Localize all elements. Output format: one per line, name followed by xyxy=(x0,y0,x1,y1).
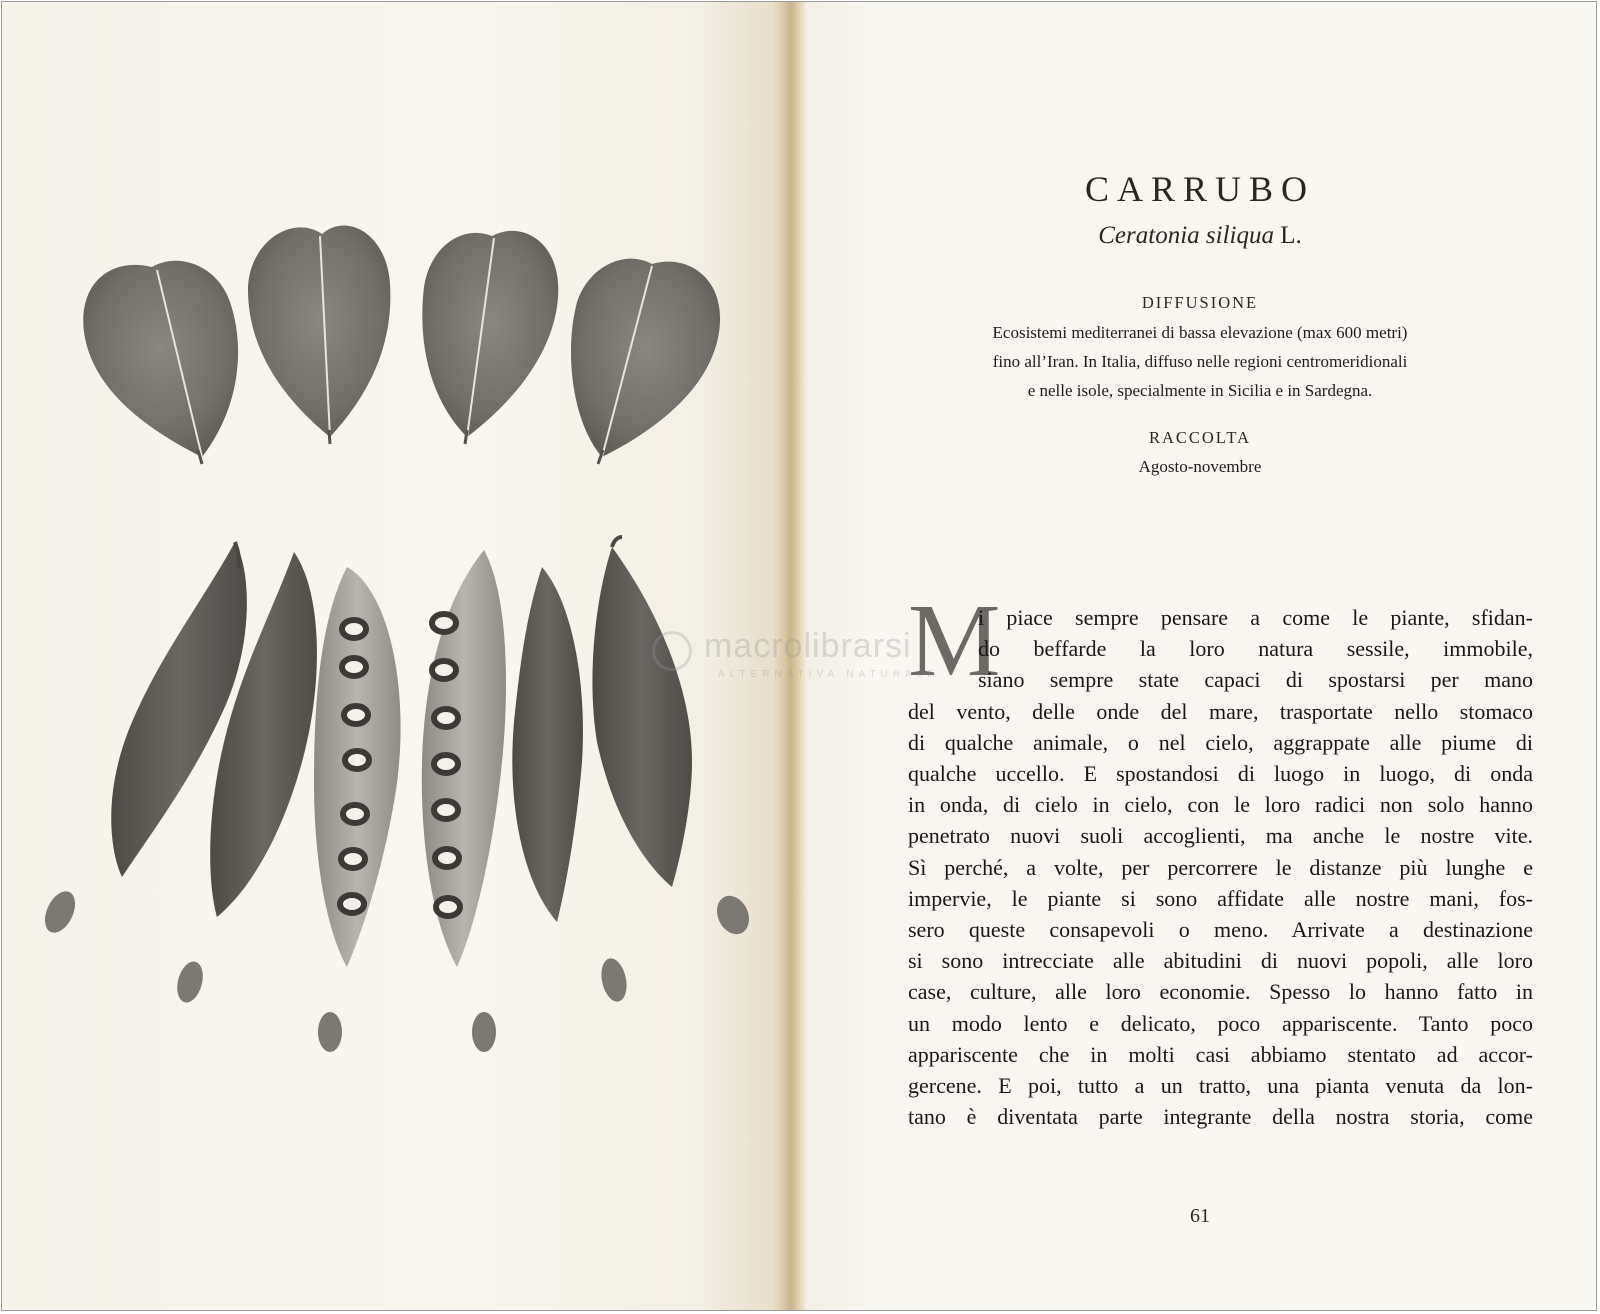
latin-name-italic: Ceratonia siliqua xyxy=(1098,222,1274,249)
diffusion-text xyxy=(880,318,1520,405)
carob-leaf xyxy=(248,225,390,444)
body-line: in onda, di cielo in cielo, con le loro radici non solo hanno xyxy=(908,792,1533,818)
carob-pod-open xyxy=(314,567,401,967)
body-text xyxy=(908,583,1533,1132)
body-line: penetrato nuovi suoli accoglienti, ma anche le nostre vite. xyxy=(908,823,1533,849)
carob-seeds xyxy=(39,887,755,1052)
carob-pod xyxy=(592,537,692,887)
latin-name xyxy=(990,222,1410,250)
diffusion-label: DIFFUSIONE xyxy=(1141,293,1259,312)
body-line: Sì perché, a volte, per percorrere le distanze più lunghe e xyxy=(908,854,1533,880)
diffusion-line: e nelle isole, specialmente in Sicilia e in Sardegna. xyxy=(1027,381,1373,400)
carob-leaf xyxy=(422,231,558,444)
carob-illustration xyxy=(2,2,780,1311)
carob-pod xyxy=(512,567,583,922)
latin-author: L. xyxy=(1280,222,1302,249)
body-line: gercene. E poi, tutto a un tratto, una pianta venuta da lon- xyxy=(908,1073,1533,1099)
watermark-name: macrolibrarsi xyxy=(704,627,912,665)
watermark-tagline: ALTERNATIVA NATURALE xyxy=(718,669,939,680)
diffusion-line: fino all’Iran. In Italia, diffuso nelle regioni centromeridionali xyxy=(992,352,1408,371)
body-line: del vento, delle onde del mare, trasportate nello stomaco xyxy=(908,698,1533,724)
drop-cap: M xyxy=(908,583,1001,698)
body-line: un modo lento e delicato, poco appariscente. Tanto poco xyxy=(908,1010,1533,1036)
carob-leaf xyxy=(83,261,238,464)
body-line: i piace sempre pensare a come le piante, sfidan- xyxy=(978,605,1533,630)
body-line: tano è diventata parte integrante della nostra storia, come xyxy=(908,1104,1533,1130)
body-line: di qualche animale, o nel cielo, aggrappate alle piume di xyxy=(908,729,1533,755)
carob-leaf xyxy=(571,259,720,464)
body-line: appariscente che in molti casi abbiamo stentato ad accor- xyxy=(908,1041,1533,1067)
body-line: sero queste consapevoli o meno. Arrivate a destinazione xyxy=(908,917,1533,943)
carob-seed xyxy=(711,891,755,940)
harvest-label: RACCOLTA xyxy=(1148,428,1252,447)
carob-seed xyxy=(39,887,81,938)
harvest-value: Agosto-novembre xyxy=(1138,457,1262,476)
carob-seed xyxy=(173,959,207,1006)
body-line: case, culture, alle loro economie. Spesso lo hanno fatto in xyxy=(908,979,1533,1005)
carob-pod-open xyxy=(422,550,506,967)
page-number: 61 xyxy=(1190,1205,1210,1227)
carob-seed xyxy=(598,956,631,1004)
carob-seed xyxy=(318,1012,342,1052)
diffusion-line: Ecosistemi mediterranei di bassa elevazione (max 600 metri) xyxy=(992,323,1408,342)
body-line: impervie, le piante si sono affidate alle nostre mani, fos- xyxy=(908,885,1533,911)
body-line: qualche uccello. E spostandosi di luogo in luogo, di onda xyxy=(908,761,1533,787)
plant-title: CARRUBO xyxy=(1084,169,1316,209)
body-line: si sono intrecciate alle abitudini di nuovi popoli, alle loro xyxy=(908,948,1533,974)
carob-seed xyxy=(472,1012,496,1052)
body-line: do beffarde la loro natura sessile, immobile, xyxy=(978,636,1533,662)
body-line: siano sempre state capaci di spostarsi per mano xyxy=(978,667,1533,693)
